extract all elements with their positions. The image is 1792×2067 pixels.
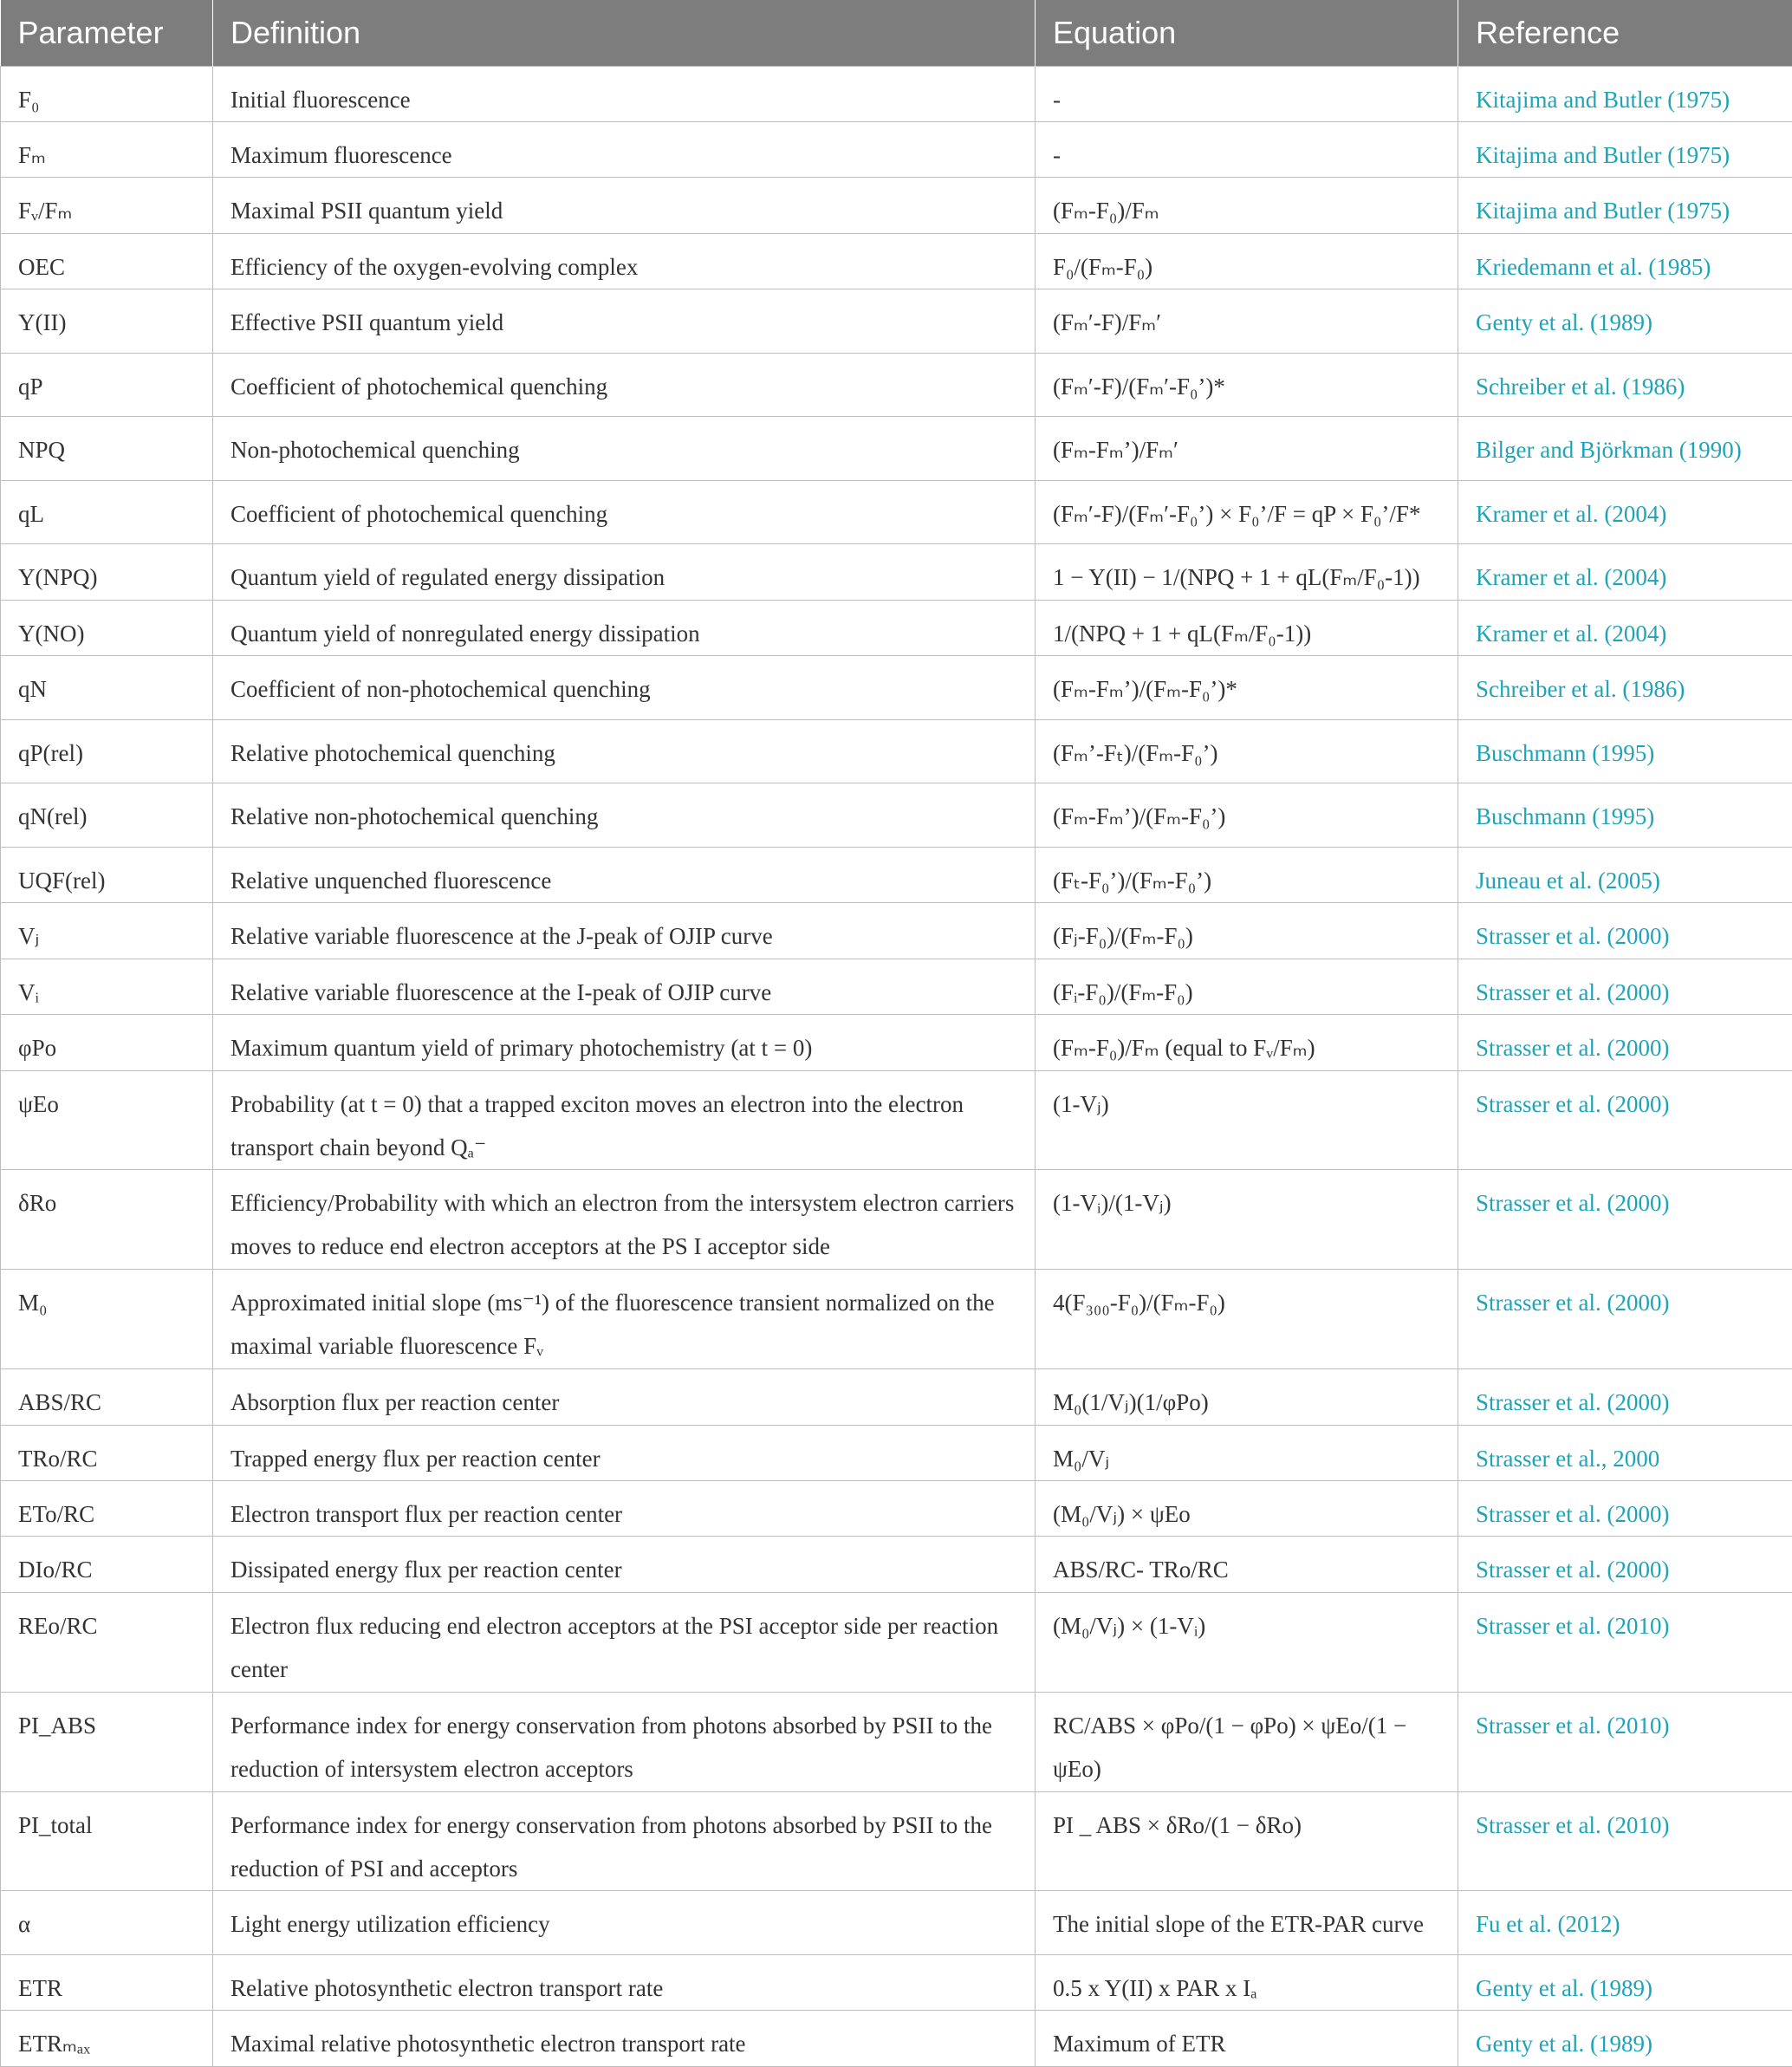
table-row — [1, 178, 1792, 233]
cell-parameter: PI_ABS — [1, 1692, 213, 1791]
cell-equation: (Fₘ-F₀)/Fₘ — [1036, 178, 1458, 233]
cell-parameter: ETR — [1, 1954, 213, 2010]
cell-definition: Maximum quantum yield of primary photochemistry (at t = 0) — [213, 1015, 1036, 1070]
cell-definition: Relative photochemical quenching — [213, 719, 1036, 783]
cell-equation: The initial slope of the ETR-PAR curve — [1036, 1891, 1458, 1955]
cell-parameter: Fₘ — [1, 121, 213, 177]
table-row — [1, 719, 1792, 783]
cell-reference: Kramer et al. (2004) — [1458, 480, 1792, 544]
cell-definition: Maximal PSII quantum yield — [213, 178, 1036, 233]
cell-reference: Strasser et al. (2010) — [1458, 1592, 1792, 1692]
cell-reference: Kitajima and Butler (1975) — [1458, 121, 1792, 177]
table-row — [1, 1954, 1792, 2010]
cell-equation: (1-Vⱼ) — [1036, 1070, 1458, 1170]
cell-parameter: qP(rel) — [1, 719, 213, 783]
cell-reference: Kramer et al. (2004) — [1458, 544, 1792, 600]
cell-reference: Kramer et al. (2004) — [1458, 600, 1792, 655]
cell-reference: Genty et al. (1989) — [1458, 1954, 1792, 2010]
cell-equation: 1/(NPQ + 1 + qL(Fₘ/F₀-1)) — [1036, 600, 1458, 655]
cell-parameter: φPo — [1, 1015, 213, 1070]
cell-definition: Absorption flux per reaction center — [213, 1369, 1036, 1425]
table-row — [1, 959, 1792, 1014]
cell-parameter: NPQ — [1, 417, 213, 481]
cell-definition: Coefficient of non-photochemical quenching — [213, 656, 1036, 720]
cell-reference: Strasser et al. (2000) — [1458, 1369, 1792, 1425]
table-row — [1, 1692, 1792, 1791]
cell-reference: Kitajima and Butler (1975) — [1458, 178, 1792, 233]
cell-equation: 4(F₃₀₀-F₀)/(Fₘ-F₀) — [1036, 1270, 1458, 1369]
table-row — [1, 1070, 1792, 1170]
cell-parameter: TRo/RC — [1, 1425, 213, 1480]
cell-reference: Strasser et al. (2000) — [1458, 1015, 1792, 1070]
cell-reference: Strasser et al., 2000 — [1458, 1425, 1792, 1480]
cell-parameter: PI_total — [1, 1791, 213, 1891]
cell-reference: Fu et al. (2012) — [1458, 1891, 1792, 1955]
cell-parameter: ψEo — [1, 1070, 213, 1170]
cell-parameter: Vⱼ — [1, 903, 213, 959]
cell-definition: Relative photosynthetic electron transport rate — [213, 1954, 1036, 2010]
table-row — [1, 353, 1792, 417]
cell-equation: (Fₘ’-Fₜ)/(Fₘ-F₀’) — [1036, 719, 1458, 783]
cell-definition: Performance index for energy conservation from photons absorbed by PSII to the reduction of intersystem electron acceptors — [213, 1692, 1036, 1791]
table-row — [1, 544, 1792, 600]
cell-parameter: Vᵢ — [1, 959, 213, 1014]
table-header-row — [1, 0, 1792, 66]
table-row — [1, 233, 1792, 289]
cell-reference: Schreiber et al. (1986) — [1458, 353, 1792, 417]
table-row — [1, 2011, 1792, 2067]
table-row — [1, 66, 1792, 121]
cell-equation: ABS/RC- TRo/RC — [1036, 1537, 1458, 1592]
cell-equation: 1 − Y(II) − 1/(NPQ + 1 + qL(Fₘ/F₀-1)) — [1036, 544, 1458, 600]
table-row — [1, 1592, 1792, 1692]
cell-reference: Kriedemann et al. (1985) — [1458, 233, 1792, 289]
cell-equation: - — [1036, 66, 1458, 121]
cell-parameter: Fᵥ/Fₘ — [1, 178, 213, 233]
cell-reference: Bilger and Björkman (1990) — [1458, 417, 1792, 481]
cell-reference: Strasser et al. (2010) — [1458, 1791, 1792, 1891]
cell-reference: Genty et al. (1989) — [1458, 2011, 1792, 2067]
cell-equation: PI _ ABS × δRo/(1 − δRo) — [1036, 1791, 1458, 1891]
table-row — [1, 1425, 1792, 1480]
cell-equation: (M₀/Vⱼ) × ψEo — [1036, 1480, 1458, 1536]
cell-reference: Schreiber et al. (1986) — [1458, 656, 1792, 720]
cell-definition: Non-photochemical quenching — [213, 417, 1036, 481]
cell-definition: Performance index for energy conservation from photons absorbed by PSII to the reduction of PSI and acceptors — [213, 1791, 1036, 1891]
cell-parameter: qP — [1, 353, 213, 417]
cell-definition: Maximum fluorescence — [213, 121, 1036, 177]
column-header-equation: Equation — [1036, 0, 1458, 66]
cell-definition: Approximated initial slope (ms⁻¹) of the fluorescence transient normalized on the maximal variable fluorescence Fᵥ — [213, 1270, 1036, 1369]
column-header-parameter: Parameter — [1, 0, 213, 66]
cell-equation: M₀/Vⱼ — [1036, 1425, 1458, 1480]
table-row — [1, 417, 1792, 481]
cell-reference: Kitajima and Butler (1975) — [1458, 66, 1792, 121]
cell-parameter: REo/RC — [1, 1592, 213, 1692]
cell-equation: (1-Vᵢ)/(1-Vⱼ) — [1036, 1170, 1458, 1270]
table-row — [1, 656, 1792, 720]
cell-equation: (Fₘ-F₀)/Fₘ (equal to Fᵥ/Fₘ) — [1036, 1015, 1458, 1070]
cell-parameter: Y(NPQ) — [1, 544, 213, 600]
cell-definition: Probability (at t = 0) that a trapped exciton moves an electron into the electron transport chain beyond Qₐ⁻ — [213, 1070, 1036, 1170]
column-header-reference: Reference — [1458, 0, 1792, 66]
table-row — [1, 1537, 1792, 1592]
table-row — [1, 1891, 1792, 1955]
table-row — [1, 600, 1792, 655]
table-row — [1, 847, 1792, 902]
cell-parameter: UQF(rel) — [1, 847, 213, 902]
cell-parameter: Y(II) — [1, 289, 213, 354]
table-row — [1, 1369, 1792, 1425]
cell-equation: (Fᵢ-F₀)/(Fₘ-F₀) — [1036, 959, 1458, 1014]
cell-parameter: qN(rel) — [1, 783, 213, 848]
cell-reference: Strasser et al. (2000) — [1458, 1537, 1792, 1592]
cell-definition: Quantum yield of nonregulated energy dissipation — [213, 600, 1036, 655]
cell-reference: Strasser et al. (2000) — [1458, 903, 1792, 959]
cell-definition: Electron flux reducing end electron acceptors at the PSI acceptor side per reaction center — [213, 1592, 1036, 1692]
cell-parameter: OEC — [1, 233, 213, 289]
table-row — [1, 783, 1792, 848]
cell-parameter: DIo/RC — [1, 1537, 213, 1592]
cell-definition: Effective PSII quantum yield — [213, 289, 1036, 354]
cell-equation: (Fₘ-Fₘ’)/(Fₘ-F₀’) — [1036, 783, 1458, 848]
cell-definition: Dissipated energy flux per reaction center — [213, 1537, 1036, 1592]
cell-definition: Quantum yield of regulated energy dissipation — [213, 544, 1036, 600]
cell-reference: Strasser et al. (2000) — [1458, 1480, 1792, 1536]
table-row — [1, 1791, 1792, 1891]
table-row — [1, 903, 1792, 959]
cell-definition: Maximal relative photosynthetic electron transport rate — [213, 2011, 1036, 2067]
cell-equation: M₀(1/Vⱼ)(1/φPo) — [1036, 1369, 1458, 1425]
cell-equation: 0.5 x Y(II) x PAR x Iₐ — [1036, 1954, 1458, 2010]
cell-equation: F₀/(Fₘ-F₀) — [1036, 233, 1458, 289]
cell-equation: (Fₘ-Fₘ’)/(Fₘ-F₀’)* — [1036, 656, 1458, 720]
cell-reference: Strasser et al. (2000) — [1458, 1170, 1792, 1270]
table-row — [1, 1015, 1792, 1070]
cell-parameter: M₀ — [1, 1270, 213, 1369]
cell-definition: Coefficient of photochemical quenching — [213, 480, 1036, 544]
cell-definition: Electron transport flux per reaction center — [213, 1480, 1036, 1536]
cell-definition: Efficiency of the oxygen-evolving complex — [213, 233, 1036, 289]
cell-definition: Efficiency/Probability with which an electron from the intersystem electron carriers moves to reduce end electron acceptors at the PS I acceptor side — [213, 1170, 1036, 1270]
cell-equation: (Fₘ′-F)/(Fₘ′-F₀’) × F₀’/F = qP × F₀’/F* — [1036, 480, 1458, 544]
cell-reference: Strasser et al. (2010) — [1458, 1692, 1792, 1791]
cell-definition: Relative variable fluorescence at the I-peak of OJIP curve — [213, 959, 1036, 1014]
cell-reference: Strasser et al. (2000) — [1458, 1070, 1792, 1170]
table-row — [1, 289, 1792, 354]
cell-reference: Strasser et al. (2000) — [1458, 1270, 1792, 1369]
cell-equation: (M₀/Vⱼ) × (1-Vᵢ) — [1036, 1592, 1458, 1692]
cell-parameter: α — [1, 1891, 213, 1955]
cell-parameter: ETo/RC — [1, 1480, 213, 1536]
cell-equation: - — [1036, 121, 1458, 177]
cell-equation: RC/ABS × φPo/(1 − φPo) × ψEo/(1 − ψEo) — [1036, 1692, 1458, 1791]
cell-equation: (Fₘ-Fₘ’)/Fₘ′ — [1036, 417, 1458, 481]
cell-equation: (Fₘ′-F)/(Fₘ′-F₀’)* — [1036, 353, 1458, 417]
cell-definition: Trapped energy flux per reaction center — [213, 1425, 1036, 1480]
cell-definition: Relative non-photochemical quenching — [213, 783, 1036, 848]
cell-parameter: ABS/RC — [1, 1369, 213, 1425]
cell-definition: Coefficient of photochemical quenching — [213, 353, 1036, 417]
cell-equation: (Fₘ′-F)/Fₘ′ — [1036, 289, 1458, 354]
cell-parameter: δRo — [1, 1170, 213, 1270]
cell-definition: Initial fluorescence — [213, 66, 1036, 121]
table-row — [1, 121, 1792, 177]
cell-parameter: qL — [1, 480, 213, 544]
cell-parameter: qN — [1, 656, 213, 720]
cell-definition: Light energy utilization efficiency — [213, 1891, 1036, 1955]
cell-reference: Juneau et al. (2005) — [1458, 847, 1792, 902]
cell-definition: Relative unquenched fluorescence — [213, 847, 1036, 902]
cell-reference: Buschmann (1995) — [1458, 783, 1792, 848]
cell-equation: (Fⱼ-F₀)/(Fₘ-F₀) — [1036, 903, 1458, 959]
cell-reference: Strasser et al. (2000) — [1458, 959, 1792, 1014]
cell-equation: Maximum of ETR — [1036, 2011, 1458, 2067]
cell-reference: Genty et al. (1989) — [1458, 289, 1792, 354]
column-header-definition: Definition — [213, 0, 1036, 66]
table-row — [1, 1270, 1792, 1369]
cell-reference: Buschmann (1995) — [1458, 719, 1792, 783]
cell-definition: Relative variable fluorescence at the J-peak of OJIP curve — [213, 903, 1036, 959]
table-row — [1, 1480, 1792, 1536]
cell-equation: (Fₜ-F₀’)/(Fₘ-F₀’) — [1036, 847, 1458, 902]
table-row — [1, 1170, 1792, 1270]
cell-parameter: F₀ — [1, 66, 213, 121]
cell-parameter: Y(NO) — [1, 600, 213, 655]
cell-parameter: ETRₘₐₓ — [1, 2011, 213, 2067]
table-row — [1, 480, 1792, 544]
